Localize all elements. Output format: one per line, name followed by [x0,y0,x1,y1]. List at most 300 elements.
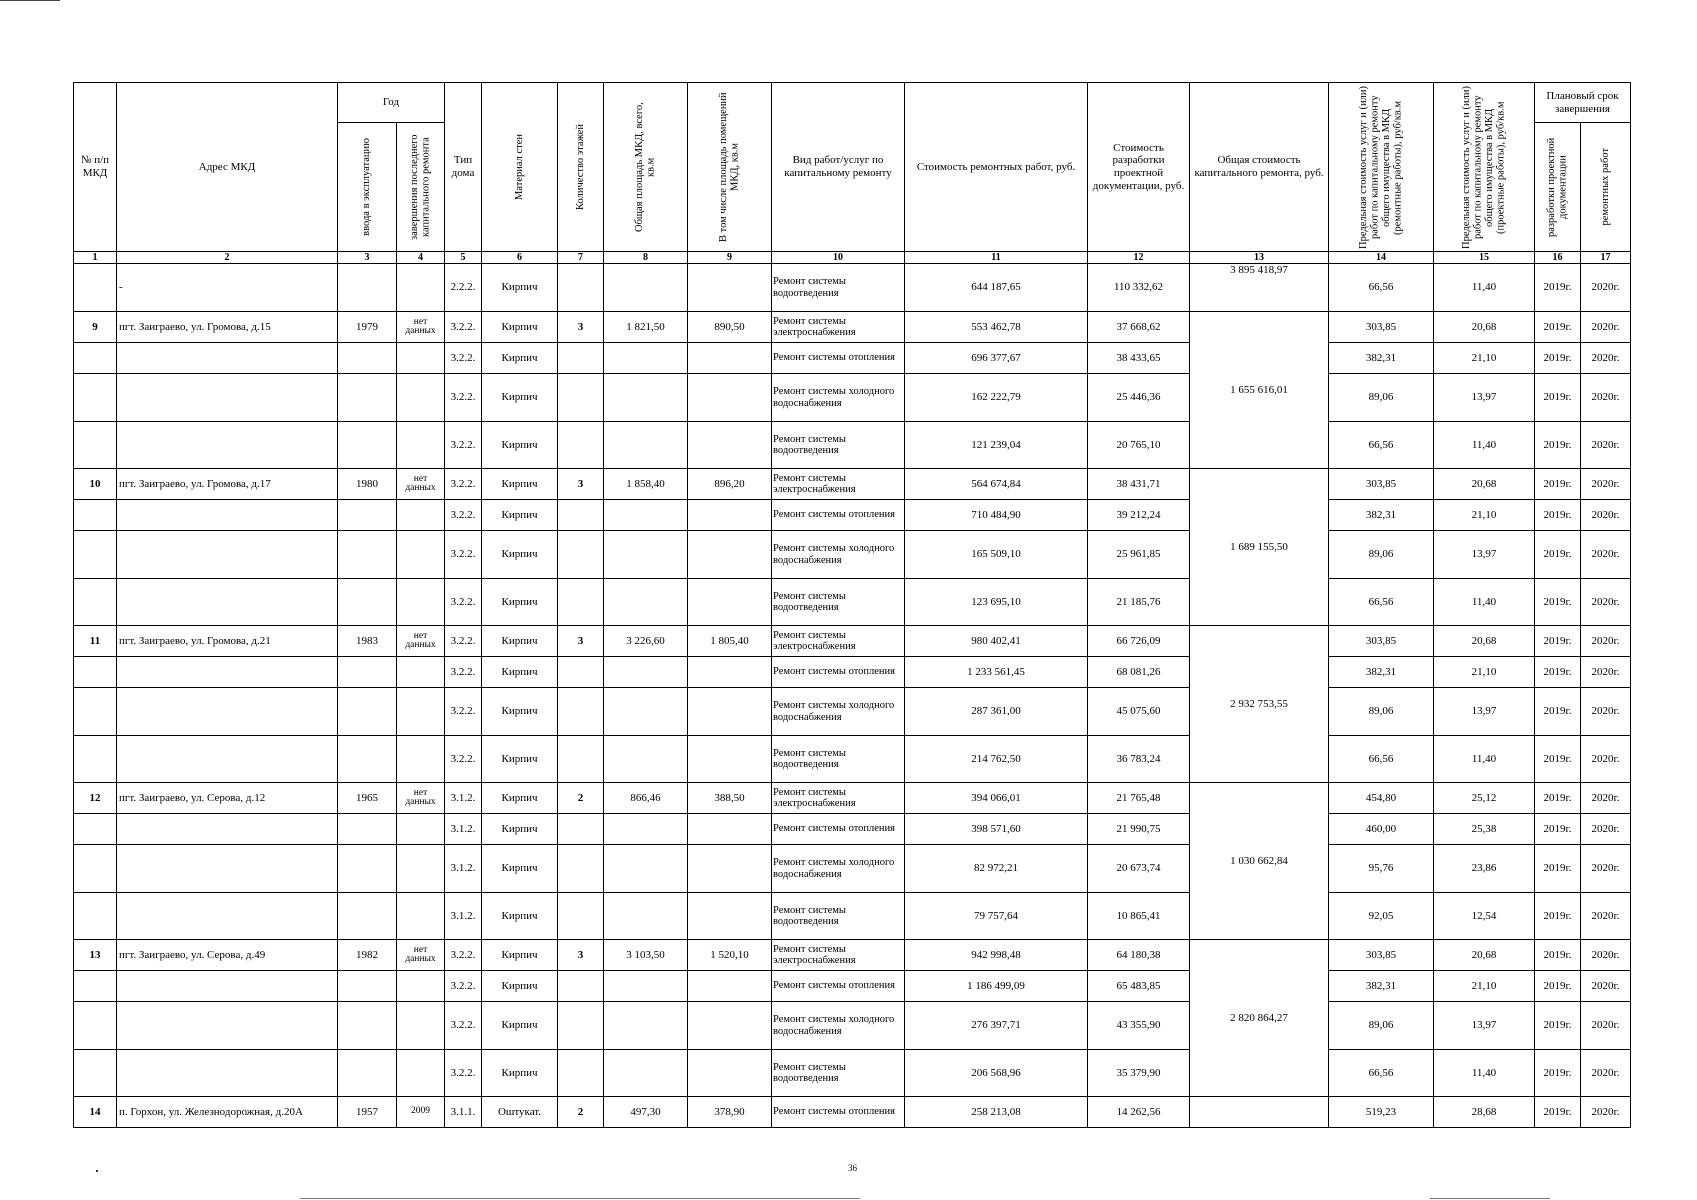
total-area-cell [604,814,688,845]
limit-design-cell: 21,10 [1434,500,1535,531]
year-repair-cell: нет данных [397,940,445,971]
work-type-cell: Ремонт системы водоотведения [772,893,905,940]
limit-repair-cell: 460,00 [1329,814,1434,845]
row-number-cell [74,264,117,312]
address-cell: - [117,264,338,312]
plan-works-cell: 2020г. [1581,845,1631,893]
wall-material-cell: Кирпич [482,688,558,736]
house-type-cell: 3.2.2. [445,1002,482,1050]
plan-design-cell: 2019г. [1535,264,1581,312]
header-design-cost: Стоимость разработки проектной документации, руб. [1088,83,1190,252]
total-area-cell [604,374,688,422]
year-built-cell [338,736,397,783]
year-repair-cell [397,500,445,531]
floors-cell [558,264,604,312]
address-cell: пгт. Заиграево, ул. Серова, д.12 [117,783,338,814]
page-number: 36 [848,1163,857,1173]
plan-design-cell: 2019г. [1535,1050,1581,1097]
row-number-cell [74,579,117,626]
floors-cell: 3 [558,940,604,971]
year-built-cell [338,1002,397,1050]
house-type-cell: 3.1.2. [445,783,482,814]
repair-cost-cell: 165 509,10 [905,531,1088,579]
total-cost-cell [1190,1097,1329,1128]
row-number-cell: 14 [74,1097,117,1128]
wall-material-cell: Кирпич [482,657,558,688]
total-area-cell [604,736,688,783]
plan-works-cell: 2020г. [1581,940,1631,971]
limit-repair-cell: 66,56 [1329,1050,1434,1097]
premises-area-cell [688,814,772,845]
wall-material-cell: Кирпич [482,1050,558,1097]
year-built-cell: 1983 [338,626,397,657]
total-area-cell [604,422,688,469]
address-cell [117,736,338,783]
total-area-cell: 866,46 [604,783,688,814]
plan-works-cell: 2020г. [1581,374,1631,422]
limit-design-cell: 20,68 [1434,940,1535,971]
plan-design-cell: 2019г. [1535,657,1581,688]
year-built-cell [338,422,397,469]
year-built-cell [338,971,397,1002]
plan-design-cell: 2019г. [1535,814,1581,845]
plan-design-cell: 2019г. [1535,531,1581,579]
column-number: 4 [397,252,445,264]
total-cost-cell: 2 932 753,55 [1190,626,1329,783]
floors-cell [558,845,604,893]
repair-cost-cell: 644 187,65 [905,264,1088,312]
plan-works-cell: 2020г. [1581,657,1631,688]
repair-cost-cell: 258 213,08 [905,1097,1088,1128]
total-area-cell [604,264,688,312]
work-type-cell: Ремонт системы электроснабжения [772,469,905,500]
row-number-cell [74,657,117,688]
design-cost-cell: 39 212,24 [1088,500,1190,531]
year-repair-cell [397,1002,445,1050]
column-number: 9 [688,252,772,264]
table-row [74,736,1631,783]
plan-works-cell: 2020г. [1581,422,1631,469]
premises-area-cell: 1 805,40 [688,626,772,657]
year-repair-cell [397,688,445,736]
total-area-cell: 3 103,50 [604,940,688,971]
plan-works-cell: 2020г. [1581,312,1631,343]
house-type-cell: 2.2.2. [445,264,482,312]
house-type-cell: 3.2.2. [445,736,482,783]
header-total-area: Общая площадь МКД, всего, кв.м [604,83,688,252]
design-cost-cell: 10 865,41 [1088,893,1190,940]
total-cost-cell: 1 030 662,84 [1190,783,1329,940]
year-repair-cell [397,374,445,422]
wall-material-cell: Кирпич [482,312,558,343]
total-area-cell [604,688,688,736]
total-area-cell [604,579,688,626]
limit-design-cell: 13,97 [1434,688,1535,736]
floors-cell [558,736,604,783]
year-built-cell [338,893,397,940]
column-number: 3 [338,252,397,264]
year-built-cell [338,343,397,374]
address-cell [117,374,338,422]
bottom-edge-line [1430,1198,1550,1199]
wall-material-cell: Кирпич [482,783,558,814]
wall-material-cell: Кирпич [482,469,558,500]
row-number-cell [74,688,117,736]
column-number: 15 [1434,252,1535,264]
limit-design-cell: 25,12 [1434,783,1535,814]
work-type-cell: Ремонт системы отопления [772,971,905,1002]
table-row [74,940,1631,971]
work-type-cell: Ремонт системы отопления [772,814,905,845]
plan-works-cell: 2020г. [1581,1050,1631,1097]
table-row [74,422,1631,469]
work-type-cell: Ремонт системы холодного водоснабжения [772,374,905,422]
house-type-cell: 3.2.2. [445,312,482,343]
table-row [74,626,1631,657]
address-cell: п. Горхон, ул. Железнодорожная, д.20А [117,1097,338,1128]
limit-repair-cell: 382,31 [1329,500,1434,531]
repair-cost-cell: 553 462,78 [905,312,1088,343]
total-area-cell: 1 821,50 [604,312,688,343]
limit-design-cell: 21,10 [1434,971,1535,1002]
plan-works-cell: 2020г. [1581,736,1631,783]
total-area-cell [604,657,688,688]
house-type-cell: 3.1.2. [445,845,482,893]
table-row [74,657,1631,688]
year-repair-cell: нет данных [397,312,445,343]
work-type-cell: Ремонт системы водоотведения [772,1050,905,1097]
floors-cell: 3 [558,626,604,657]
table-row [74,893,1631,940]
year-repair-cell: 2009 [397,1097,445,1128]
header-floors: Количество этажей [558,83,604,252]
limit-design-cell: 11,40 [1434,579,1535,626]
limit-design-cell: 21,10 [1434,657,1535,688]
limit-design-cell: 11,40 [1434,422,1535,469]
plan-design-cell: 2019г. [1535,500,1581,531]
address-cell: пгт. Заиграево, ул. Громова, д.17 [117,469,338,500]
repair-cost-cell: 394 066,01 [905,783,1088,814]
premises-area-cell [688,971,772,1002]
design-cost-cell: 25 961,85 [1088,531,1190,579]
premises-area-cell [688,688,772,736]
plan-works-cell: 2020г. [1581,469,1631,500]
floors-cell: 3 [558,312,604,343]
limit-design-cell: 21,10 [1434,343,1535,374]
row-number-cell [74,971,117,1002]
limit-repair-cell: 382,31 [1329,971,1434,1002]
premises-area-cell: 1 520,10 [688,940,772,971]
design-cost-cell: 14 262,56 [1088,1097,1190,1128]
wall-material-cell: Кирпич [482,971,558,1002]
work-type-cell: Ремонт системы водоотведения [772,736,905,783]
year-repair-cell [397,264,445,312]
header-limit-repair: Предельная стоимость услуг и (или) работ по капитальному ремонту общего имущества в МКД (ремонтные работы), руб/кв.м [1329,83,1434,252]
column-number: 8 [604,252,688,264]
row-number-cell [74,422,117,469]
column-number: 2 [117,252,338,264]
header-total-cost: Общая стоимость капитального ремонта, руб. [1190,83,1329,252]
repair-cost-cell: 710 484,90 [905,500,1088,531]
header-address: Адрес МКД [117,83,338,252]
address-cell [117,971,338,1002]
design-cost-cell: 36 783,24 [1088,736,1190,783]
house-type-cell: 3.2.2. [445,343,482,374]
row-number-cell [74,531,117,579]
premises-area-cell [688,1002,772,1050]
total-area-cell: 3 226,60 [604,626,688,657]
repair-cost-cell: 287 361,00 [905,688,1088,736]
plan-design-cell: 2019г. [1535,1002,1581,1050]
table-row [74,374,1631,422]
year-repair-cell [397,1050,445,1097]
limit-design-cell: 20,68 [1434,626,1535,657]
address-cell [117,1002,338,1050]
wall-material-cell: Кирпич [482,343,558,374]
work-type-cell: Ремонт системы холодного водоснабжения [772,845,905,893]
header-planned-group: Плановый срок завершения [1535,83,1631,123]
total-cost-cell: 3 895 418,97 [1190,264,1329,312]
house-type-cell: 3.2.2. [445,469,482,500]
design-cost-cell: 21 990,75 [1088,814,1190,845]
design-cost-cell: 68 081,26 [1088,657,1190,688]
design-cost-cell: 20 765,10 [1088,422,1190,469]
house-type-cell: 3.2.2. [445,531,482,579]
plan-works-cell: 2020г. [1581,783,1631,814]
limit-design-cell: 28,68 [1434,1097,1535,1128]
year-built-cell [338,845,397,893]
wall-material-cell: Кирпич [482,374,558,422]
limit-design-cell: 11,40 [1434,264,1535,312]
year-repair-cell: нет данных [397,783,445,814]
limit-repair-cell: 303,85 [1329,312,1434,343]
year-built-cell [338,1050,397,1097]
table-header [74,83,1631,264]
header-repair-cost: Стоимость ремонтных работ, руб. [905,83,1088,252]
limit-repair-cell: 519,23 [1329,1097,1434,1128]
plan-works-cell: 2020г. [1581,264,1631,312]
total-area-cell [604,845,688,893]
address-cell [117,343,338,374]
premises-area-cell [688,422,772,469]
house-type-cell: 3.2.2. [445,688,482,736]
table-row [74,1050,1631,1097]
premises-area-cell [688,845,772,893]
floors-cell [558,422,604,469]
floors-cell [558,1050,604,1097]
capital-repair-table [73,82,1631,1128]
table-row [74,579,1631,626]
design-cost-cell: 38 431,71 [1088,469,1190,500]
premises-area-cell [688,531,772,579]
row-number-cell: 9 [74,312,117,343]
limit-repair-cell: 89,06 [1329,1002,1434,1050]
address-cell [117,531,338,579]
limit-repair-cell: 382,31 [1329,657,1434,688]
floors-cell [558,374,604,422]
work-type-cell: Ремонт системы холодного водоснабжения [772,688,905,736]
column-number: 13 [1190,252,1329,264]
wall-material-cell: Кирпич [482,626,558,657]
floors-cell: 2 [558,783,604,814]
limit-design-cell: 25,38 [1434,814,1535,845]
address-cell: пгт. Заиграево, ул. Громова, д.15 [117,312,338,343]
plan-works-cell: 2020г. [1581,1097,1631,1128]
repair-cost-cell: 276 397,71 [905,1002,1088,1050]
row-number-cell [74,1050,117,1097]
wall-material-cell: Кирпич [482,531,558,579]
floors-cell: 2 [558,1097,604,1128]
repair-cost-cell: 1 186 499,09 [905,971,1088,1002]
plan-design-cell: 2019г. [1535,343,1581,374]
work-type-cell: Ремонт системы водоотведения [772,422,905,469]
house-type-cell: 3.2.2. [445,971,482,1002]
premises-area-cell: 896,20 [688,469,772,500]
header-limit-design: Предельная стоимость услуг и (или) работ по капитальному ремонту общего имущества в МКД (проектные работы), руб/кв.м [1434,83,1535,252]
year-repair-cell [397,657,445,688]
plan-works-cell: 2020г. [1581,531,1631,579]
table-row [74,1097,1631,1128]
premises-area-cell [688,500,772,531]
premises-area-cell [688,1050,772,1097]
wall-material-cell: Кирпич [482,422,558,469]
total-cost-cell: 2 820 864,27 [1190,940,1329,1097]
row-number-cell [74,736,117,783]
premises-area-cell [688,343,772,374]
repair-cost-cell: 123 695,10 [905,579,1088,626]
plan-works-cell: 2020г. [1581,893,1631,940]
limit-design-cell: 13,97 [1434,1002,1535,1050]
plan-design-cell: 2019г. [1535,469,1581,500]
year-built-cell [338,531,397,579]
limit-design-cell: 12,54 [1434,893,1535,940]
limit-repair-cell: 89,06 [1329,531,1434,579]
wall-material-cell: Кирпич [482,500,558,531]
house-type-cell: 3.2.2. [445,579,482,626]
floors-cell [558,500,604,531]
premises-area-cell [688,264,772,312]
floors-cell [558,814,604,845]
total-area-cell: 1 858,40 [604,469,688,500]
premises-area-cell [688,579,772,626]
address-cell [117,657,338,688]
year-built-cell: 1979 [338,312,397,343]
column-number: 11 [905,252,1088,264]
table-row [74,264,1631,312]
work-type-cell: Ремонт системы водоотведения [772,264,905,312]
row-number-cell [74,500,117,531]
plan-works-cell: 2020г. [1581,971,1631,1002]
floors-cell [558,1002,604,1050]
header-premises-area: В том числе площадь помещений МКД, кв.м [688,83,772,252]
house-type-cell: 3.2.2. [445,500,482,531]
plan-design-cell: 2019г. [1535,1097,1581,1128]
design-cost-cell: 45 075,60 [1088,688,1190,736]
house-type-cell: 3.1.2. [445,893,482,940]
limit-design-cell: 11,40 [1434,1050,1535,1097]
wall-material-cell: Оштукат. [482,1097,558,1128]
table-row [74,971,1631,1002]
address-cell [117,845,338,893]
limit-repair-cell: 89,06 [1329,374,1434,422]
plan-design-cell: 2019г. [1535,845,1581,893]
plan-works-cell: 2020г. [1581,688,1631,736]
design-cost-cell: 64 180,38 [1088,940,1190,971]
premises-area-cell [688,893,772,940]
house-type-cell: 3.2.2. [445,940,482,971]
work-type-cell: Ремонт системы отопления [772,343,905,374]
repair-cost-cell: 1 233 561,45 [905,657,1088,688]
floors-cell [558,343,604,374]
address-cell [117,1050,338,1097]
house-type-cell: 3.2.2. [445,422,482,469]
plan-design-cell: 2019г. [1535,971,1581,1002]
table-row [74,312,1631,343]
work-type-cell: Ремонт системы электроснабжения [772,783,905,814]
limit-repair-cell: 89,06 [1329,688,1434,736]
total-area-cell [604,971,688,1002]
work-type-cell: Ремонт системы отопления [772,657,905,688]
plan-design-cell: 2019г. [1535,422,1581,469]
premises-area-cell: 890,50 [688,312,772,343]
column-number: 5 [445,252,482,264]
table-row [74,845,1631,893]
header-planned-design: разработки проектной документации [1535,123,1581,252]
design-cost-cell: 43 355,90 [1088,1002,1190,1050]
repair-cost-cell: 206 568,96 [905,1050,1088,1097]
year-built-cell: 1965 [338,783,397,814]
total-area-cell [604,893,688,940]
plan-design-cell: 2019г. [1535,374,1581,422]
address-cell: пгт. Заиграево, ул. Громова, д.21 [117,626,338,657]
floors-cell: 3 [558,469,604,500]
limit-repair-cell: 95,76 [1329,845,1434,893]
limit-repair-cell: 66,56 [1329,736,1434,783]
column-number: 7 [558,252,604,264]
plan-design-cell: 2019г. [1535,579,1581,626]
table-row [74,1002,1631,1050]
plan-works-cell: 2020г. [1581,1002,1631,1050]
floors-cell [558,893,604,940]
design-cost-cell: 38 433,65 [1088,343,1190,374]
year-built-cell [338,500,397,531]
column-number: 1 [74,252,117,264]
repair-cost-cell: 121 239,04 [905,422,1088,469]
floors-cell [558,971,604,1002]
house-type-cell: 3.2.2. [445,626,482,657]
floors-cell [558,531,604,579]
floors-cell [558,688,604,736]
address-cell [117,500,338,531]
limit-repair-cell: 382,31 [1329,343,1434,374]
limit-design-cell: 13,97 [1434,374,1535,422]
repair-cost-cell: 696 377,67 [905,343,1088,374]
table-row [74,783,1631,814]
column-number: 10 [772,252,905,264]
design-cost-cell: 37 668,62 [1088,312,1190,343]
repair-cost-cell: 980 402,41 [905,626,1088,657]
header-year-commission: ввода в эксплуатацию [338,123,397,252]
premises-area-cell: 378,90 [688,1097,772,1128]
design-cost-cell: 110 332,62 [1088,264,1190,312]
row-number-cell [74,893,117,940]
table-row [74,688,1631,736]
total-cost-cell: 1 689 155,50 [1190,469,1329,626]
plan-works-cell: 2020г. [1581,500,1631,531]
limit-repair-cell: 303,85 [1329,469,1434,500]
year-built-cell [338,688,397,736]
house-type-cell: 3.2.2. [445,1050,482,1097]
